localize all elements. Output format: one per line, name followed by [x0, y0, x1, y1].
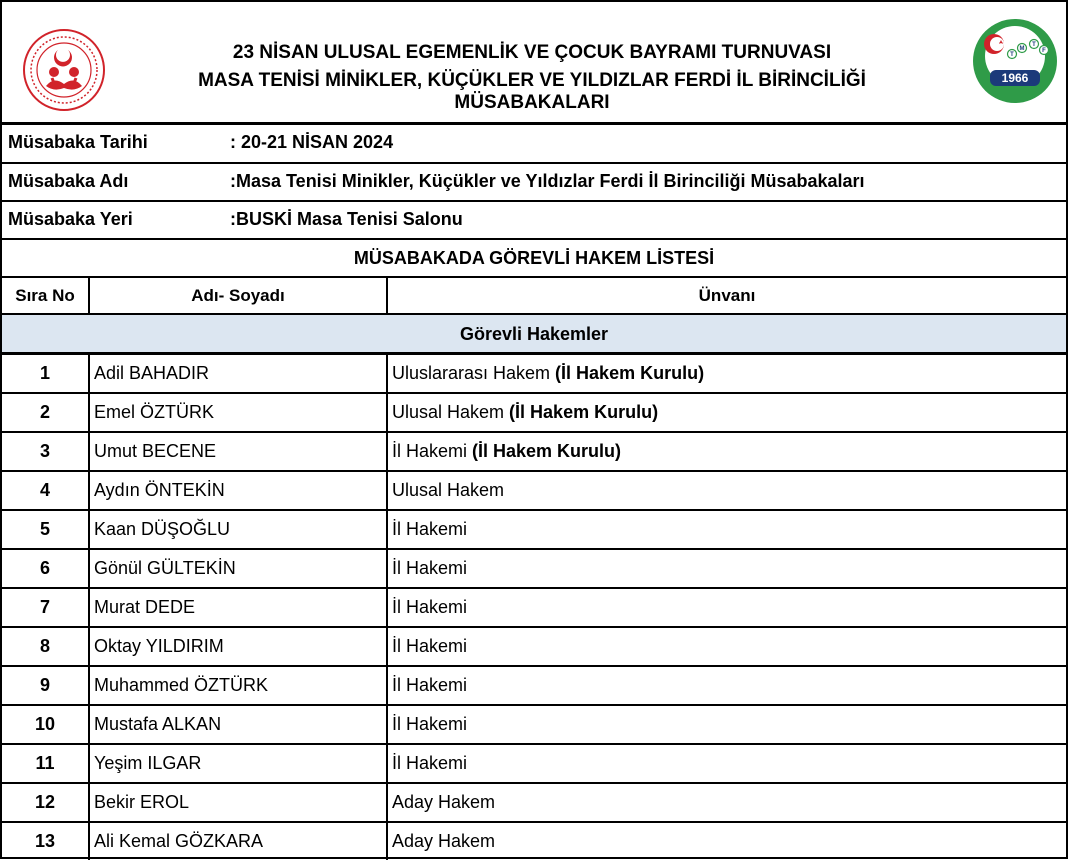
row-number: 1: [2, 355, 90, 392]
referee-title: Aday Hakem: [392, 792, 496, 812]
referee-name: Ali Kemal GÖZKARA: [90, 823, 388, 860]
referee-name: Yeşim ILGAR: [90, 745, 388, 782]
table-row: [2, 745, 1066, 784]
referee-name: Kaan DÜŞOĞLU: [90, 511, 388, 548]
table-header: [2, 278, 1066, 315]
document-title-line-2: MASA TENİSİ MİNİKLER, KÜÇÜKLER VE YILDIZLAR FERDİ İL BİRİNCİLİĞİ MÜSABAKALARI: [198, 70, 866, 113]
row-number: 10: [2, 706, 90, 743]
referee-name: Bekir EROL: [90, 784, 388, 821]
tmtf-logo-icon: [972, 18, 1058, 104]
competition-place-row: [2, 202, 1066, 240]
referee-title: İl Hakemi: [392, 753, 468, 773]
competition-date-value: : 20-21 NİSAN 2024: [230, 132, 394, 152]
column-header-no: Sıra No: [2, 278, 90, 313]
referee-name: Muhammed ÖZTÜRK: [90, 667, 388, 704]
table-row: [2, 394, 1066, 433]
svg-text:1966: 1966: [1001, 71, 1029, 85]
referee-title: Uluslararası Hakem (İl Hakem Kurulu): [392, 363, 705, 383]
section-header: Görevli Hakemler: [2, 315, 1066, 355]
row-number: 13: [2, 823, 90, 860]
referee-title: İl Hakemi: [392, 714, 468, 734]
referee-title: Ulusal Hakem (İl Hakem Kurulu): [392, 402, 659, 422]
referee-title: İl Hakemi: [392, 558, 468, 578]
row-number: 3: [2, 433, 90, 470]
competition-date-row: [2, 125, 1066, 164]
document-header: [2, 2, 1066, 125]
table-row: [2, 823, 1066, 860]
referee-title: Ulusal Hakem: [392, 480, 505, 500]
table-row: [2, 589, 1066, 628]
referee-title: İl Hakemi: [392, 519, 468, 539]
referee-name: Umut BECENE: [90, 433, 388, 470]
table-row: [2, 433, 1066, 472]
referee-title: İl Hakemi: [392, 675, 468, 695]
document-title-line-1: 23 NİSAN ULUSAL EGEMENLİK VE ÇOCUK BAYRAMI TURNUVASI: [232, 42, 832, 63]
row-number: 12: [2, 784, 90, 821]
list-title: MÜSABAKADA GÖREVLİ HAKEM LİSTESİ: [2, 240, 1066, 278]
referee-name: Emel ÖZTÜRK: [90, 394, 388, 431]
referee-title: İl Hakemi: [392, 597, 468, 617]
row-number: 7: [2, 589, 90, 626]
row-number: 2: [2, 394, 90, 431]
referee-name: Mustafa ALKAN: [90, 706, 388, 743]
row-number: 6: [2, 550, 90, 587]
table-row: [2, 667, 1066, 706]
table-row: [2, 511, 1066, 550]
svg-text:F: F: [1042, 48, 1046, 54]
referee-name: Murat DEDE: [90, 589, 388, 626]
table-row: [2, 784, 1066, 823]
row-number: 8: [2, 628, 90, 665]
column-header-title: Ünvanı: [698, 286, 756, 305]
table-row: [2, 628, 1066, 667]
competition-name-value: :Masa Tenisi Minikler, Küçükler ve Yıldızlar Ferdi İl Birinciliği Müsabakaları: [230, 171, 865, 191]
table-row: [2, 550, 1066, 589]
sports-ministry-logo-icon: [22, 28, 106, 112]
competition-date-label: Müsabaka Tarihi: [8, 132, 148, 152]
competition-name-label: Müsabaka Adı: [8, 171, 129, 191]
referee-title: Aday Hakem: [392, 831, 496, 851]
referee-name: Oktay YILDIRIM: [90, 628, 388, 665]
table-row: [2, 355, 1066, 394]
competition-name-row: [2, 164, 1066, 202]
table-row: [2, 706, 1066, 745]
row-number: 4: [2, 472, 90, 509]
referee-name: Adil BAHADIR: [90, 355, 388, 392]
column-header-name: Adı- Soyadı: [90, 278, 388, 313]
svg-text:M: M: [1019, 46, 1025, 52]
referee-title: İl Hakemi (İl Hakem Kurulu): [392, 441, 622, 461]
referee-name: Aydın ÖNTEKİN: [90, 472, 388, 509]
row-number: 11: [2, 745, 90, 782]
svg-text:T: T: [1010, 52, 1014, 58]
competition-place-label: Müsabaka Yeri: [8, 209, 133, 229]
competition-place-value: :BUSKİ Masa Tenisi Salonu: [230, 209, 463, 229]
row-number: 9: [2, 667, 90, 704]
svg-text:T: T: [1032, 42, 1036, 48]
row-number: 5: [2, 511, 90, 548]
referee-table-body: [2, 355, 1066, 860]
table-row: [2, 472, 1066, 511]
referee-title: İl Hakemi: [392, 636, 468, 656]
referee-name: Gönül GÜLTEKİN: [90, 550, 388, 587]
